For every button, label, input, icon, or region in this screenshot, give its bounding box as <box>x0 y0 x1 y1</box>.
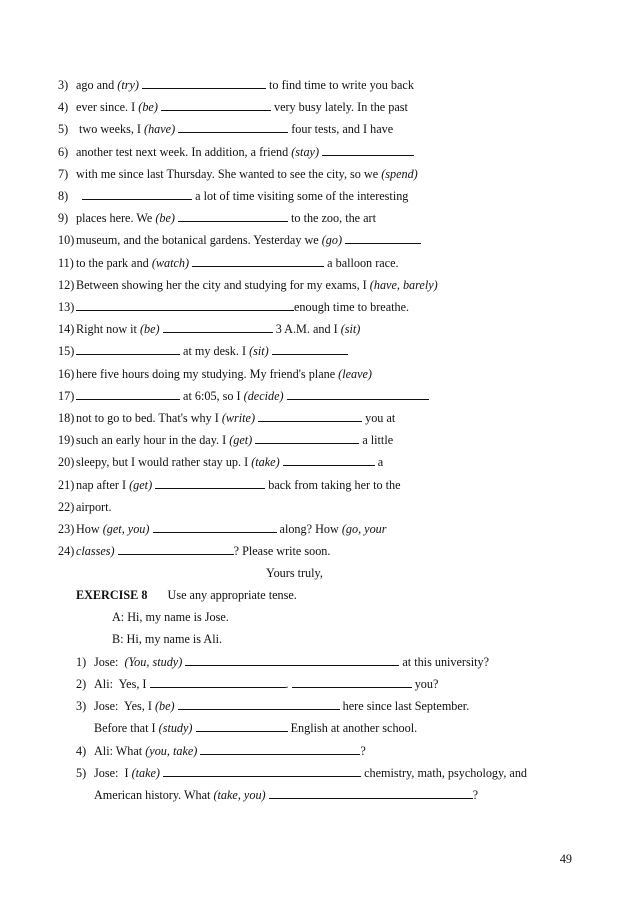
answer-blank[interactable] <box>255 433 359 444</box>
answer-blank[interactable] <box>76 389 180 400</box>
line-number: 5) <box>58 122 69 137</box>
closing-line: Yours truly, <box>266 566 323 580</box>
line-number: 18) <box>58 411 75 425</box>
answer-blank[interactable] <box>196 721 288 732</box>
text-line <box>58 367 372 381</box>
answer-blank[interactable] <box>178 122 288 133</box>
line-text: nap after I <box>76 477 130 492</box>
line-text: four tests, and I have <box>288 122 394 137</box>
text-line <box>76 699 469 713</box>
line-number: 19) <box>58 433 75 448</box>
text-line <box>76 655 489 669</box>
text-line <box>76 766 527 780</box>
text-line <box>58 500 112 514</box>
answer-blank[interactable] <box>200 744 360 755</box>
answer-blank[interactable] <box>163 322 273 333</box>
line-text: Between showing her the city and studying for my exams, I <box>76 277 370 292</box>
text-line <box>58 256 399 270</box>
line-number: 22) <box>58 499 75 514</box>
text-line <box>58 278 438 292</box>
dialog-intro-a: A: Hi, my name is Jose. <box>112 610 229 624</box>
line-text: museum, and the botanical gardens. Yesterday we <box>76 233 322 248</box>
answer-blank[interactable] <box>258 411 362 422</box>
answer-blank[interactable] <box>153 522 277 533</box>
text-line <box>58 322 360 336</box>
line-number: 6) <box>58 144 69 159</box>
line-number: 4) <box>58 100 69 115</box>
answer-blank[interactable] <box>292 677 412 688</box>
line-number: 15) <box>58 344 75 359</box>
line-text: you? <box>411 677 439 691</box>
line-number: 2) <box>76 677 87 691</box>
line-number: 14) <box>58 322 75 337</box>
line-text: at my desk. I <box>180 344 250 359</box>
line-text: ago and <box>76 78 118 92</box>
text-line <box>58 211 376 225</box>
line-text: with me since last Thursday. She wanted to see the city, so we <box>76 166 382 181</box>
text-line <box>58 78 414 92</box>
line-number: 5) <box>76 766 87 780</box>
line-text: another test next week. In addition, a friend <box>76 144 292 159</box>
line-text: enough time to breathe. <box>294 300 410 314</box>
verb-cue: classes) <box>76 544 115 559</box>
text-line <box>76 677 438 691</box>
line-text: to the park and <box>76 255 152 270</box>
answer-blank[interactable] <box>142 78 266 89</box>
line-text: ever since. I <box>76 100 139 115</box>
line-number: 4) <box>76 744 87 758</box>
line-text: along? How <box>276 522 342 536</box>
line-text: Jose: Yes, I <box>94 699 155 713</box>
text-line <box>58 544 330 558</box>
line-text: Ali: Yes, I <box>94 677 150 691</box>
verb-cue: (watch) <box>151 255 190 270</box>
line-text: here since last September. <box>339 699 470 713</box>
answer-blank[interactable] <box>272 344 348 355</box>
page-number: 49 <box>559 852 572 866</box>
dialog-intro-b: B: Hi, my name is Ali. <box>112 632 223 646</box>
exercise-instruction: Use any appropriate tense. <box>167 588 297 602</box>
verb-cue: (take) <box>131 766 160 780</box>
answer-blank[interactable] <box>178 699 340 710</box>
line-number: 8) <box>58 189 69 203</box>
exercise-title: EXERCISE 8 <box>76 588 148 602</box>
verb-cue: (sit) <box>340 322 361 337</box>
line-text: very busy lately. In the past <box>270 100 408 115</box>
answer-blank[interactable] <box>283 455 375 466</box>
answer-blank[interactable] <box>76 344 180 355</box>
verb-cue: (write) <box>221 411 256 425</box>
line-text: places here. We <box>76 211 156 226</box>
verb-cue: (get, you) <box>102 522 150 536</box>
text-line <box>58 344 348 358</box>
line-number: 1) <box>76 655 87 669</box>
text-line <box>76 744 366 758</box>
line-text: two weeks, I <box>76 122 145 137</box>
text-line <box>58 300 409 314</box>
line-text: a lot of time visiting some of the interesting <box>192 189 409 203</box>
line-number: 12) <box>58 277 75 292</box>
line-text: English at another school. <box>287 721 418 735</box>
line-text: American history. What <box>94 788 214 802</box>
line-text: a <box>374 455 384 470</box>
verb-cue: (go, your <box>341 522 387 536</box>
line-number: 16) <box>58 366 75 381</box>
answer-blank[interactable] <box>82 189 192 200</box>
line-number: 20) <box>58 455 75 470</box>
line-number: 11) <box>58 255 74 270</box>
answer-blank[interactable] <box>163 766 361 777</box>
line-text: Jose: I <box>94 766 132 780</box>
verb-cue: (be) <box>140 322 160 337</box>
verb-cue: (leave) <box>338 366 372 381</box>
text-line <box>58 100 408 114</box>
answer-blank[interactable] <box>345 233 421 244</box>
text-line <box>58 522 387 536</box>
text-line <box>58 233 421 247</box>
answer-blank[interactable] <box>192 256 324 267</box>
answer-blank[interactable] <box>76 300 294 311</box>
answer-blank[interactable] <box>178 211 288 222</box>
line-text: 3 A.M. and I <box>272 322 341 337</box>
line-text: here five hours doing my studying. My friend's plane <box>76 366 339 381</box>
answer-blank[interactable] <box>322 145 414 156</box>
line-number: 10) <box>58 233 75 248</box>
line-text: Right now it <box>76 322 140 337</box>
answer-blank[interactable] <box>185 655 399 666</box>
line-text: not to go to bed. That's why I <box>76 411 222 425</box>
line-number: 21) <box>58 477 75 492</box>
answer-blank[interactable] <box>150 677 286 688</box>
answer-blank[interactable] <box>161 100 271 111</box>
line-text: a balloon race. <box>324 255 399 270</box>
verb-cue: (take) <box>251 455 280 470</box>
line-text: a little <box>359 433 394 448</box>
answer-blank[interactable] <box>287 389 429 400</box>
verb-cue: (get) <box>129 477 153 492</box>
verb-cue: (spend) <box>381 166 418 181</box>
line-text: airport. <box>76 499 112 514</box>
text-line <box>58 478 401 492</box>
line-text: such an early hour in the day. I <box>76 433 230 448</box>
answer-blank[interactable] <box>118 544 234 555</box>
line-number: 13) <box>58 300 75 314</box>
line-text: to the zoo, the art <box>288 211 376 226</box>
verb-cue: (be) <box>154 699 175 713</box>
text-line <box>58 433 393 447</box>
text-line <box>58 455 383 469</box>
verb-cue: (sit) <box>249 344 269 359</box>
line-text: ? <box>360 744 366 758</box>
text-line <box>94 788 478 802</box>
line-text: How <box>76 522 103 536</box>
verb-cue: (decide) <box>243 388 284 403</box>
text-line <box>58 389 429 403</box>
line-text: to find time to write you back <box>266 78 414 92</box>
line-text: at this university? <box>399 655 490 669</box>
line-text: chemistry, math, psychology, and <box>361 766 528 780</box>
line-text: sleepy, but I would rather stay up. I <box>76 455 252 470</box>
line-text: ? <box>472 788 479 802</box>
verb-cue: (You, study) <box>124 655 183 669</box>
line-number: 24) <box>58 544 75 559</box>
text-line <box>58 189 408 203</box>
line-text: Before that I <box>94 721 159 735</box>
text-line <box>58 411 395 425</box>
line-number: 9) <box>58 211 69 226</box>
line-number: 3) <box>76 699 87 713</box>
verb-cue: (try) <box>117 78 139 92</box>
text-line <box>58 145 414 159</box>
text-line <box>58 122 393 136</box>
line-text: back from taking her to the <box>265 477 401 492</box>
verb-cue: (have) <box>144 122 176 137</box>
verb-cue: (get) <box>229 433 253 448</box>
verb-cue: (study) <box>158 721 193 735</box>
verb-cue: (be) <box>138 100 158 115</box>
line-number: 3) <box>58 78 69 92</box>
verb-cue: (take, you) <box>213 788 266 802</box>
line-number: 17) <box>58 388 75 403</box>
answer-blank[interactable] <box>155 478 265 489</box>
line-number: 23) <box>58 522 75 536</box>
verb-cue: (go) <box>321 233 343 248</box>
exercise-heading <box>76 588 297 602</box>
text-line <box>58 167 418 181</box>
line-text: Ali: What <box>94 744 146 758</box>
line-number: 7) <box>58 166 69 181</box>
line-text: at 6:05, so I <box>180 388 244 403</box>
verb-cue: (have, barely) <box>369 277 438 292</box>
verb-cue: (be) <box>155 211 175 226</box>
line-text: you at <box>362 411 396 425</box>
text-line <box>94 721 417 735</box>
verb-cue: (stay) <box>291 144 319 159</box>
answer-blank[interactable] <box>269 788 473 799</box>
line-text: Jose: <box>94 655 125 669</box>
line-text: ? Please write soon. <box>233 544 331 559</box>
verb-cue: (you, take) <box>145 744 198 758</box>
line-text: . <box>285 677 292 691</box>
